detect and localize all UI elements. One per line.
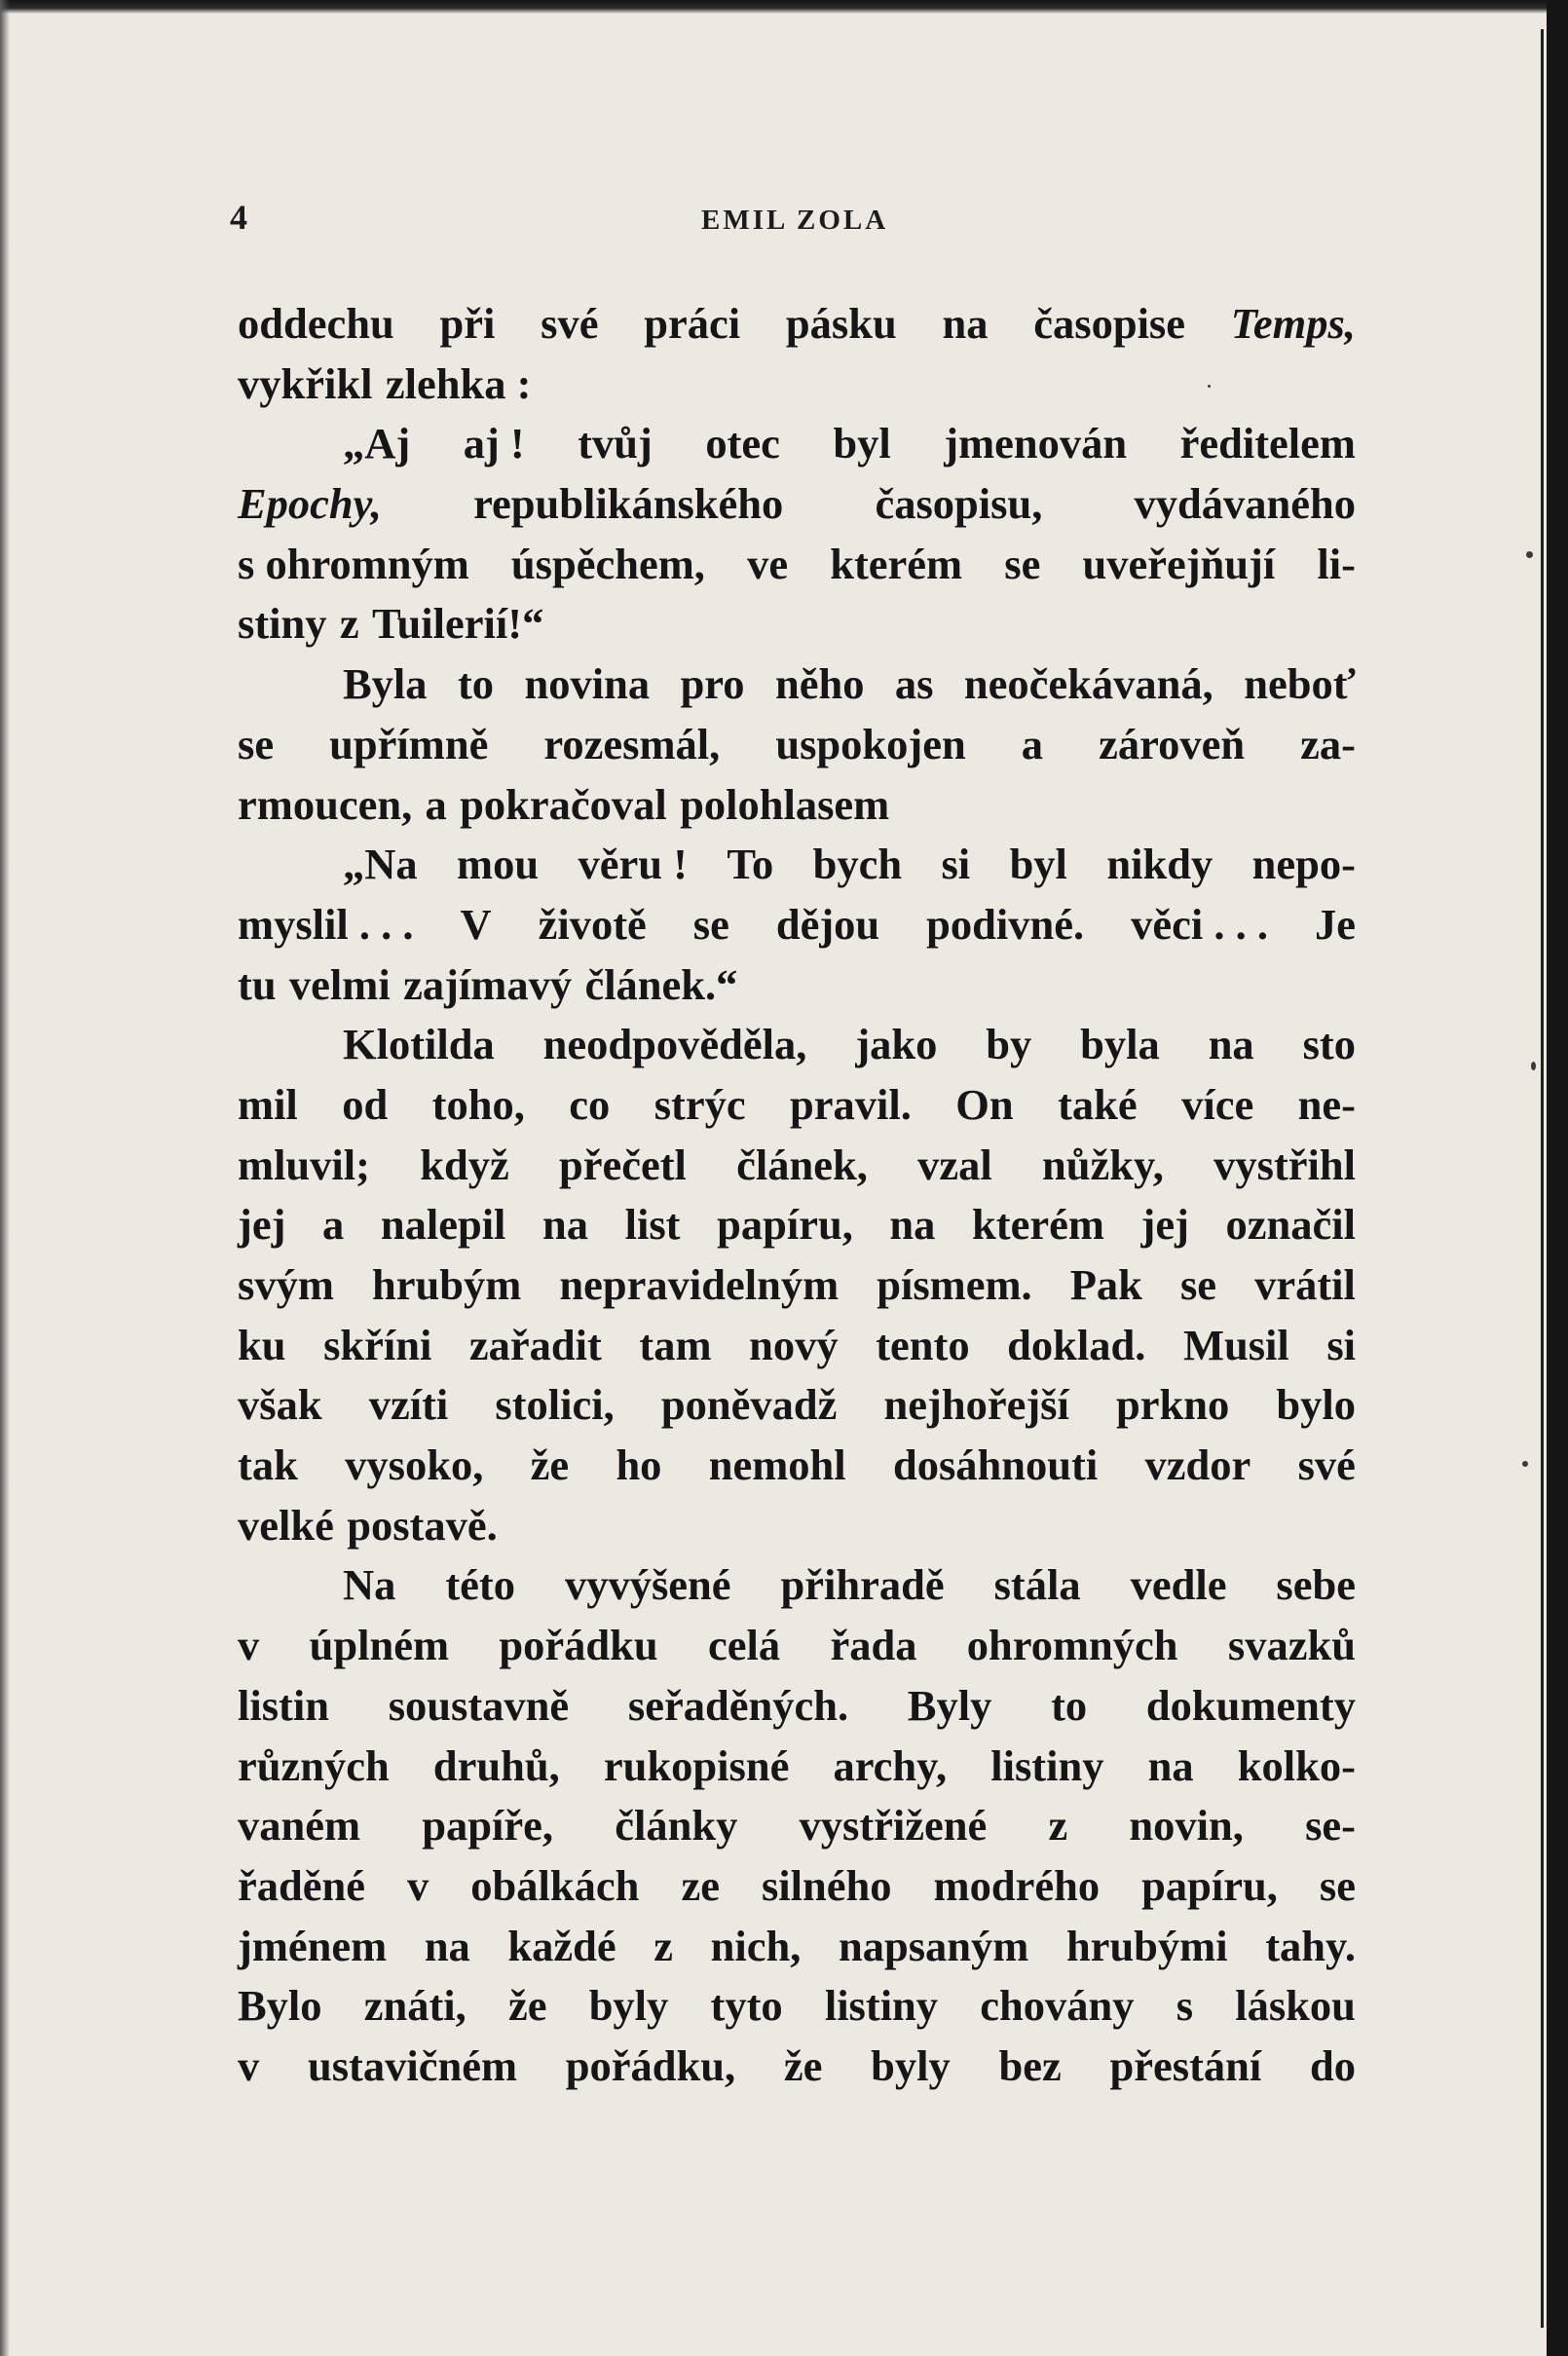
word: tam [639, 1320, 712, 1369]
text-line [238, 1616, 1356, 1676]
word: kolko- [1237, 1740, 1356, 1790]
word: soustavně [388, 1680, 570, 1730]
word: nich, [710, 1921, 802, 1970]
word: zajímavý [403, 959, 573, 1009]
word: Klotilda [343, 1020, 495, 1069]
word: svazků [1227, 1621, 1356, 1670]
word: pro [680, 659, 745, 709]
word: co [569, 1079, 611, 1129]
word: různých [238, 1740, 390, 1790]
word: rukopisné [603, 1740, 790, 1790]
word: V [460, 899, 492, 949]
word: však [238, 1380, 322, 1430]
text-line [238, 1737, 1356, 1797]
word: papíře, [422, 1801, 554, 1851]
word: hrubým [371, 1260, 522, 1309]
word: to [1051, 1680, 1088, 1730]
word: stolici, [495, 1380, 615, 1430]
text-line [238, 594, 1356, 654]
word: z [1048, 1801, 1068, 1851]
word: otec [705, 419, 780, 468]
word: zlehka : [385, 358, 532, 408]
word: republikánského [473, 479, 784, 529]
word: Byly [907, 1680, 992, 1730]
running-head: EMIL ZOLA [701, 205, 889, 236]
word: z [339, 599, 359, 649]
word: ohromných [966, 1621, 1178, 1670]
word: dosáhnouti [892, 1440, 1099, 1490]
word: vrátil [1254, 1260, 1356, 1309]
word: seřaděných. [627, 1680, 849, 1730]
word: novina [524, 659, 651, 709]
word: jej [238, 1200, 286, 1250]
word: pořádku [499, 1621, 658, 1670]
word: rozesmál, [543, 719, 721, 768]
word: jmenován [944, 419, 1128, 468]
word: se [692, 899, 729, 949]
word: a [425, 779, 447, 829]
text-line [238, 1316, 1356, 1376]
text-line [238, 895, 1356, 955]
word: něho [774, 659, 865, 709]
word: více [1181, 1079, 1254, 1129]
word: sto [1302, 1020, 1356, 1069]
word: uveřejňují [1082, 539, 1276, 588]
word: uspokojen [775, 719, 966, 768]
text-line [238, 715, 1356, 775]
body-text [238, 294, 1356, 2097]
word: vystřižené [799, 1801, 988, 1851]
word: úspěchem, [510, 539, 705, 588]
word: vaném [238, 1801, 361, 1851]
text-line [238, 474, 1356, 535]
word: pokračoval [460, 779, 667, 829]
word: chovány [980, 1981, 1135, 2031]
word: myslil . . . [238, 899, 414, 949]
word: neboť [1244, 659, 1356, 709]
word: listin [238, 1680, 329, 1730]
word: vykřikl [238, 358, 373, 408]
word: své [541, 299, 599, 348]
word: ze [681, 1860, 720, 1910]
word: na [1208, 1020, 1254, 1069]
scan-border-left [0, 0, 10, 2356]
text-line [238, 654, 1356, 715]
word: as [894, 659, 934, 709]
word: Epochy, [238, 479, 382, 529]
word: písmem. [877, 1260, 1032, 1309]
text-line [238, 1496, 1356, 1556]
word: nikdy [1106, 840, 1213, 889]
word: v [238, 2040, 260, 2090]
word: se [238, 719, 275, 768]
word: velké [238, 1500, 334, 1550]
word: pásku [785, 299, 897, 348]
word: dokumenty [1145, 1680, 1356, 1730]
word: článek.“ [584, 959, 738, 1009]
word: ředitelem [1179, 419, 1356, 468]
word: list [624, 1200, 681, 1250]
word: přestání [1109, 2040, 1262, 2090]
word: na [1147, 1740, 1194, 1790]
text-line [238, 1917, 1356, 1977]
word: mou [457, 840, 540, 889]
word: věru ! [578, 840, 688, 889]
word: vzíti [368, 1380, 449, 1430]
word: úplném [309, 1621, 450, 1670]
text-line [238, 1195, 1356, 1255]
word: jej [1140, 1200, 1189, 1250]
word: poněvadž [660, 1380, 838, 1430]
text-line [238, 955, 1356, 1016]
word: To [727, 840, 774, 889]
text-line [238, 1255, 1356, 1316]
word: v [238, 1621, 260, 1670]
word: vzdor [1144, 1440, 1251, 1490]
word: vyvýšené [564, 1560, 731, 1610]
word: od [342, 1079, 389, 1129]
word: nepo- [1251, 840, 1356, 889]
word: na [889, 1200, 936, 1250]
word: sebe [1276, 1560, 1356, 1610]
word: za- [1300, 719, 1356, 768]
word: časopise [1033, 299, 1185, 348]
text-line [238, 294, 1356, 355]
word: tvůj [578, 419, 653, 468]
word: této [445, 1560, 515, 1610]
word: to [457, 659, 495, 709]
word: že [783, 2040, 823, 2090]
word: On [955, 1079, 1014, 1129]
word: listiny [824, 1981, 939, 2031]
word: Bylo [238, 1981, 322, 2031]
word: že [507, 1981, 547, 2031]
word: svým [238, 1260, 334, 1309]
word: na [424, 1921, 470, 1970]
word: modrého [933, 1860, 1101, 1910]
word: polohlasem [680, 779, 890, 829]
word: nůžky, [1041, 1140, 1164, 1189]
word: bych [812, 840, 903, 889]
word: když [420, 1140, 509, 1189]
word: celá [707, 1621, 781, 1670]
word: Je [1314, 899, 1356, 949]
word: skříni [323, 1320, 432, 1369]
word: ve [747, 539, 789, 588]
word: věci . . . [1131, 899, 1268, 949]
word: své [1297, 1440, 1356, 1490]
text-line [238, 2037, 1356, 2097]
word: ustavičném [307, 2040, 518, 2090]
word: láskou [1235, 1981, 1356, 2031]
word: vedle [1130, 1560, 1227, 1610]
word: přihradě [780, 1560, 945, 1610]
word: rmoucen, [238, 779, 413, 829]
word: nepravidelným [559, 1260, 840, 1309]
word: pravil. [790, 1079, 912, 1129]
word: označil [1225, 1200, 1356, 1250]
word: se [1179, 1260, 1217, 1309]
word: by [986, 1020, 1032, 1069]
word: Byla [343, 659, 428, 709]
text-line [238, 1375, 1356, 1436]
word: neočekávaná, [963, 659, 1213, 709]
word: ne- [1297, 1079, 1356, 1129]
word: aj ! [463, 419, 525, 468]
word: řaděné [238, 1860, 366, 1910]
word: články [615, 1801, 738, 1851]
word: zařadit [468, 1320, 602, 1369]
word: pořádku, [565, 2040, 736, 2090]
word: dějou [775, 899, 880, 949]
word: mil [238, 1079, 298, 1129]
word: nejhořejší [883, 1380, 1069, 1430]
text-line [238, 1796, 1356, 1856]
text-line [238, 414, 1356, 474]
word: Pak [1069, 1260, 1142, 1309]
word: kterém [830, 539, 963, 588]
word: řada [830, 1621, 917, 1670]
text-line [238, 1856, 1356, 1917]
word: listiny [990, 1740, 1104, 1790]
word: jako [855, 1020, 938, 1069]
word: kterém [972, 1200, 1104, 1250]
scan-speck [1531, 1062, 1536, 1070]
word: byly [588, 1981, 669, 2031]
word: Musil [1182, 1320, 1289, 1369]
word: že [530, 1440, 570, 1490]
word: byly [871, 2040, 951, 2090]
word: také [1058, 1079, 1138, 1129]
text-line [238, 1075, 1356, 1136]
word: stiny [238, 599, 327, 649]
word: do [1310, 2040, 1356, 2090]
word: „Na [343, 840, 418, 889]
text-line [238, 1555, 1356, 1616]
word: při [439, 299, 496, 348]
word: archy, [833, 1740, 948, 1790]
word: papíru, [717, 1200, 853, 1250]
word: oddechu [238, 299, 394, 348]
word: nemohl [708, 1440, 846, 1490]
text-line [238, 1015, 1356, 1075]
word: mluvil; [238, 1140, 370, 1189]
text-line [238, 535, 1356, 595]
word: znáti, [363, 1981, 467, 2031]
word: toho, [431, 1079, 525, 1129]
word: upřímně [329, 719, 489, 768]
scan-speck [1522, 1461, 1528, 1467]
word: vystřihl [1213, 1140, 1356, 1189]
word: strýc [653, 1079, 746, 1129]
word: velmi [288, 959, 391, 1009]
word: tyto [710, 1981, 783, 2031]
word: na [942, 299, 989, 348]
word: nový [749, 1320, 839, 1369]
scan-speck [1526, 551, 1533, 558]
word: doklad. [1007, 1320, 1146, 1369]
word: byla [1080, 1020, 1160, 1069]
word: li- [1317, 539, 1356, 588]
word: časopisu, [875, 479, 1043, 529]
word: ho [616, 1440, 662, 1490]
word: Tuilerií!“ [371, 599, 544, 649]
word: se- [1305, 1801, 1356, 1851]
word: a [1021, 719, 1044, 768]
text-line [238, 1436, 1356, 1496]
word: se [1319, 1860, 1356, 1910]
word: Na [343, 1560, 396, 1610]
word: napsaným [838, 1921, 1029, 1970]
word: silného [761, 1860, 892, 1910]
word: postavě. [347, 1500, 498, 1550]
word: článek, [736, 1140, 868, 1189]
page-header [230, 197, 1350, 245]
word: tu [238, 959, 277, 1009]
word: se [1004, 539, 1041, 588]
word: druhů, [432, 1740, 560, 1790]
word: životě [538, 899, 647, 949]
text-line [238, 355, 1356, 415]
word: nalepil [380, 1200, 506, 1250]
text-line [238, 835, 1356, 895]
word: podivné. [926, 899, 1085, 949]
word: z [653, 1921, 674, 1970]
word: obálkách [470, 1860, 640, 1910]
word: tento [876, 1320, 970, 1369]
word: si [941, 840, 971, 889]
word: práci [644, 299, 741, 348]
word: s [1176, 1981, 1194, 2031]
page-edge-line [1541, 29, 1544, 2328]
text-line [238, 1136, 1356, 1196]
word: tahy. [1265, 1921, 1356, 1970]
word: prkno [1115, 1380, 1230, 1430]
word: vydávaného [1134, 479, 1356, 529]
word: a [321, 1200, 345, 1250]
text-line [238, 775, 1356, 836]
scan-border-right [1547, 0, 1568, 2356]
word: vzal [917, 1140, 992, 1189]
word: si [1326, 1320, 1356, 1369]
word: neodpověděla, [542, 1020, 807, 1069]
word: jménem [238, 1921, 388, 1970]
word: bez [998, 2040, 1062, 2090]
word: na [542, 1200, 589, 1250]
word: byl [833, 419, 891, 468]
text-line [238, 1676, 1356, 1737]
word: zároveň [1099, 719, 1246, 768]
word: „Aj [343, 419, 411, 468]
word: vysoko, [345, 1440, 484, 1490]
word: byl [1009, 840, 1067, 889]
word: s ohromným [238, 539, 469, 588]
page-number: 4 [230, 198, 247, 237]
word: každé [507, 1921, 616, 1970]
word: novin, [1129, 1801, 1244, 1851]
word: ku [238, 1320, 286, 1369]
word: přečetl [558, 1140, 687, 1189]
word: bylo [1276, 1380, 1356, 1430]
word: v [407, 1860, 429, 1910]
word: papíru, [1141, 1860, 1278, 1910]
word: tak [238, 1440, 298, 1490]
word: Temps, [1230, 299, 1356, 348]
word: stála [993, 1560, 1081, 1610]
word: hrubými [1065, 1921, 1228, 1970]
text-line [238, 1976, 1356, 2037]
scan-border-top [0, 0, 1568, 14]
